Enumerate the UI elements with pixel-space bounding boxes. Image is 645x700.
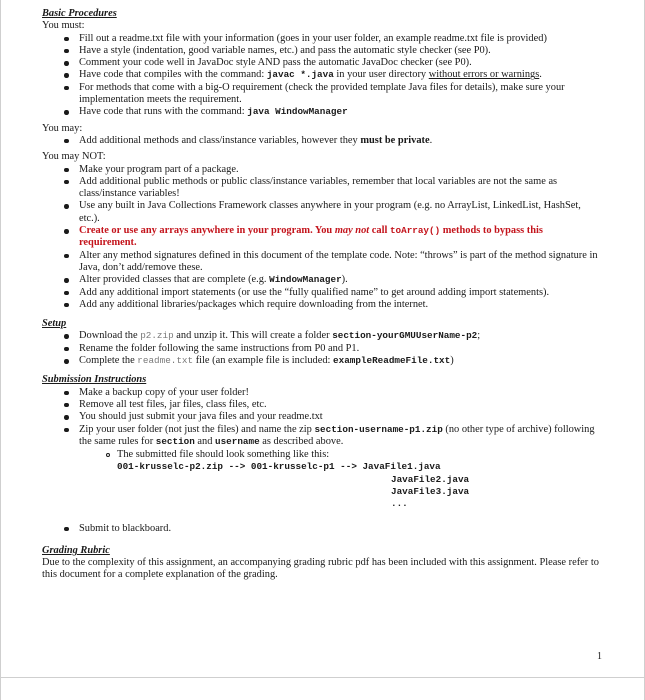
- list-item: Have code that compiles with the command: javac *.java in your user directory without errors or warnings.: [42, 69, 600, 81]
- list-item: Zip your user folder (not just the files) and name the zip section-username-p1.zip (no other type of archive) following the same rules for section and username as described above. The submitted file should look something like this: 001-krusselc-p2.zip --> 001-krusselc-p1 --> JavaFile1.java JavaFile2.java JavaFile3.java ...: [42, 424, 600, 511]
- list-item: You should just submit your java files and your readme.txt: [42, 411, 600, 423]
- list-item: Comment your code well in JavaDoc style AND pass the automatic JavaDoc checker (see P0).: [42, 57, 600, 69]
- inline-code: section-username-p1.zip: [314, 423, 443, 435]
- list-item: Create or use any arrays anywhere in your program. You may not call toArray() methods to bypass this requirement.: [42, 225, 600, 250]
- list-item: Have a style (indentation, good variable names, etc.) and pass the automatic style checker (see P0).: [42, 45, 600, 57]
- sub-list: [79, 449, 600, 510]
- list-item: Have code that runs with the command: java WindowManager: [42, 106, 600, 118]
- inline-code: readme.txt: [137, 355, 194, 367]
- list-item: For methods that come with a big-O requirement (check the provided template Java files for details), make sure your implementation meets the requirement.: [42, 82, 600, 107]
- grading-text: Due to the complexity of this assignment, an accompanying grading rubric pdf has been included with this assignment. Please refer to this document for a complete explanation of the grading.: [42, 557, 599, 581]
- inline-code: java WindowManager: [247, 106, 348, 118]
- underlined-text: without errors or warnings: [428, 69, 540, 81]
- setup-list: [42, 330, 600, 367]
- inline-code: toArray(): [389, 225, 441, 237]
- list-item: Add additional public methods or public class/instance variables, remember that local variables are not the same as class/instance variables!: [42, 176, 600, 201]
- list-item: Make your program part of a package.: [42, 164, 600, 176]
- inline-code: javac *.java: [266, 69, 334, 81]
- setup-heading: Setup: [42, 318, 67, 330]
- sub-list-item: The submitted file should look something like this: 001-krusselc-p2.zip --> 001-krusselc-p1 --> JavaFile1.java JavaFile2.java JavaFile3.java ...: [79, 449, 600, 510]
- list-item: Submit to blackboard.: [42, 523, 600, 535]
- you-must-label: You must:: [42, 20, 85, 32]
- list-item: Remove all test files, jar files, class files, etc.: [42, 399, 600, 411]
- inline-code: section-yourGMUUserName-p2: [332, 330, 478, 342]
- page-number: 1: [597, 651, 602, 662]
- inline-code: p2.zip: [140, 330, 174, 342]
- list-item: Make a backup copy of your user folder!: [42, 387, 600, 399]
- list-item: Add any additional import statements (or use the “fully qualified name” to get around adding import statements).: [42, 287, 600, 299]
- code-example-line: 001-krusselc-p2.zip --> 001-krusselc-p1 --> JavaFile1.java: [117, 461, 441, 473]
- list-item: Alter provided classes that are complete (e.g. WindowManager).: [42, 274, 600, 286]
- must-list: [42, 33, 600, 119]
- inline-code: WindowManager: [269, 274, 342, 286]
- list-item: Use any built in Java Collections Framework classes anywhere in your program (e.g. no ArrayList, LinkedList, HashSet, etc.).: [42, 200, 600, 225]
- code-example-ellipsis: ...: [391, 498, 408, 510]
- list-item: Add any additional libraries/packages which require downloading from the internet.: [42, 299, 600, 311]
- grading-heading: Grading Rubric: [42, 544, 110, 556]
- page-bottom-divider: [1, 677, 644, 678]
- list-item: Alter any method signatures defined in this document of the template code. Note: “throws” is part of the method signature in Java, don’t add/remove these.: [42, 250, 600, 275]
- you-may-label: You may:: [42, 122, 83, 134]
- list-item: Download the p2.zip and unzip it. This will create a folder section-yourGMUUserName-p2;: [42, 330, 600, 342]
- basic-procedures-heading: Basic Procedures: [42, 8, 117, 19]
- may-not-list: [42, 164, 600, 312]
- you-may-not-label: You may NOT:: [42, 151, 106, 163]
- submission-heading: Submission Instructions: [42, 374, 147, 386]
- code-example-line: JavaFile2.java: [391, 473, 470, 485]
- list-item: Add additional methods and class/instance variables, however they must be private.: [42, 135, 600, 147]
- code-example-line: JavaFile3.java: [391, 485, 470, 497]
- inline-code: exampleReadmeFile.txt: [333, 355, 451, 367]
- list-item: Fill out a readme.txt file with your information (goes in your user folder, an example readme.txt file is provided): [42, 33, 600, 45]
- list-item: Rename the folder following the same instructions from P0 and P1.: [42, 343, 600, 355]
- list-item: Complete the readme.txt file (an example file is included: exampleReadmeFile.txt): [42, 355, 600, 367]
- may-list: [42, 135, 600, 147]
- submission-list: [42, 387, 600, 535]
